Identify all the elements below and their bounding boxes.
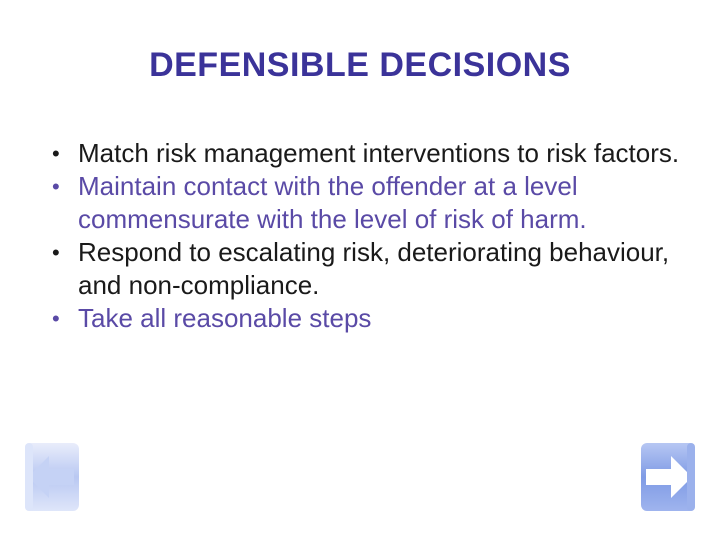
bullet-item <box>52 170 692 236</box>
arrow-right-icon <box>638 440 698 514</box>
bullet-dot-icon: • <box>52 174 60 199</box>
bullet-text: Match risk management interventions to risk factors. <box>78 138 680 168</box>
bullet-item <box>52 137 692 170</box>
bullet-text: Take all reasonable steps <box>78 303 372 333</box>
bullet-dot-icon: • <box>52 141 60 166</box>
bullet-dot-icon: • <box>52 240 60 265</box>
next-slide-button[interactable] <box>638 440 698 514</box>
bullet-list <box>52 137 692 335</box>
bullet-item <box>52 302 692 335</box>
previous-slide-button[interactable] <box>22 440 82 514</box>
slide-title: DEFENSIBLE DECISIONS <box>149 46 571 84</box>
bullet-item <box>52 236 692 302</box>
arrow-left-icon <box>22 440 82 514</box>
bullet-text: Respond to escalating risk, deteriorating behaviour, and non-compliance. <box>78 237 670 300</box>
bullet-text: Maintain contact with the offender at a level commensurate with the level of risk of harm. <box>78 171 587 234</box>
bullet-dot-icon: • <box>52 306 60 331</box>
